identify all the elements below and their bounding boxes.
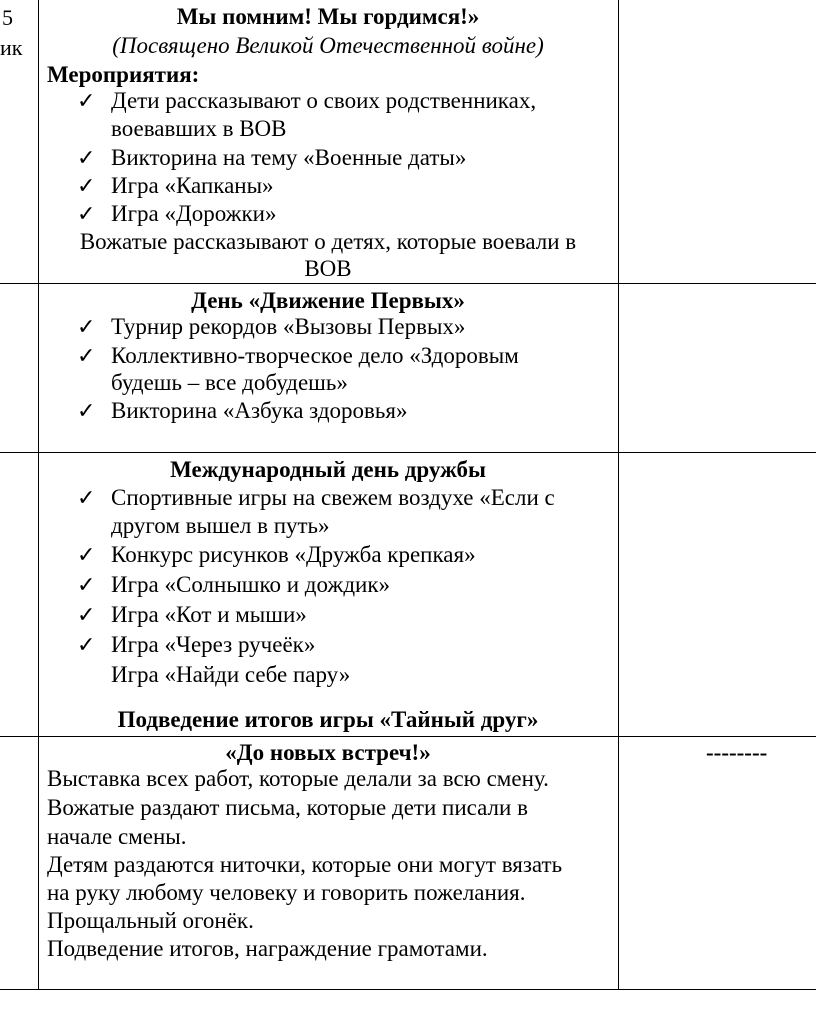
list-item: Игра «Капканы» (111, 173, 274, 198)
list-item: Викторина «Азбука здоровья» (111, 398, 408, 423)
check-icon: ✓ (77, 88, 96, 113)
list-item: Игра «Кот и мыши» (111, 602, 307, 627)
check-icon: ✓ (77, 173, 96, 198)
check-icon: ✓ (77, 398, 96, 423)
list-item: Спортивные игры на свежем воздухе «Если с (111, 485, 555, 510)
list-item: Игра «Через ручеёк» (111, 632, 316, 657)
table-row (38, 736, 618, 989)
row-note: Вожатые рассказывают о детях, которые воевали в (79, 229, 577, 254)
list-item: другом вышел в путь» (111, 513, 330, 538)
check-icon: ✓ (77, 485, 96, 510)
list-item: Игра «Дорожки» (111, 201, 277, 226)
list-item: Игра «Солнышко и дождик» (111, 572, 391, 597)
check-icon: ✓ (77, 542, 96, 567)
check-icon: ✓ (77, 632, 96, 657)
list-item: Викторина на тему «Военные даты» (111, 145, 467, 170)
list-item: Турнир рекордов «Вызовы Первых» (111, 314, 466, 339)
row-text: Подведение итогов, награждение грамотами. (47, 936, 488, 961)
row-text: Детям раздаются ниточки, которые они могут вязать (47, 852, 563, 877)
row-title: Международный день дружбы (170, 457, 486, 482)
check-icon: ✓ (77, 201, 96, 226)
row-title: День «Движение Первых» (191, 288, 465, 313)
list-item: Игра «Найди себе пару» (111, 662, 351, 687)
row-subtitle: (Посвящено Великой Отечественной войне) (112, 33, 544, 58)
list-item: воевавших в ВОВ (111, 116, 287, 141)
list-item: Конкурс рисунков «Дружба крепкая» (111, 542, 476, 567)
table-border-bottom (0, 989, 816, 990)
row-text: Вожатые раздают письма, которые дети писали в (47, 795, 528, 820)
list-item: будешь – все добудешь» (111, 370, 348, 395)
table-row (38, 0, 618, 283)
table-row (38, 452, 618, 736)
section-label: Мероприятия: (47, 62, 200, 87)
check-icon: ✓ (77, 145, 96, 170)
check-icon: ✓ (77, 343, 96, 368)
row-text: на руку любому человеку и говорить пожелания. (47, 880, 526, 905)
table-border-middle (618, 0, 619, 990)
check-icon: ✓ (77, 314, 96, 339)
check-icon: ✓ (77, 602, 96, 627)
row-text: Выставка всех работ, которые делали за всю смену. (47, 766, 549, 791)
row-title: Мы помним! Мы гордимся!» (176, 4, 480, 29)
row-note: ВОВ (304, 256, 352, 281)
row-text: начале смены. (47, 824, 187, 849)
row-text: Прощальный огонёк. (47, 908, 254, 933)
list-item: Дети рассказывают о своих родственниках, (111, 88, 537, 113)
right-cell-placeholder: -------- (706, 740, 768, 765)
row-footer: Подведение итогов игры «Тайный друг» (117, 707, 539, 732)
table-row (38, 283, 618, 452)
left-column-fragment: 5 (2, 5, 13, 30)
check-icon: ✓ (77, 572, 96, 597)
row-title: «До новых встреч!» (225, 740, 431, 765)
left-column-fragment: ик (0, 35, 23, 60)
list-item: Коллективно-творческое дело «Здоровым (111, 343, 519, 368)
